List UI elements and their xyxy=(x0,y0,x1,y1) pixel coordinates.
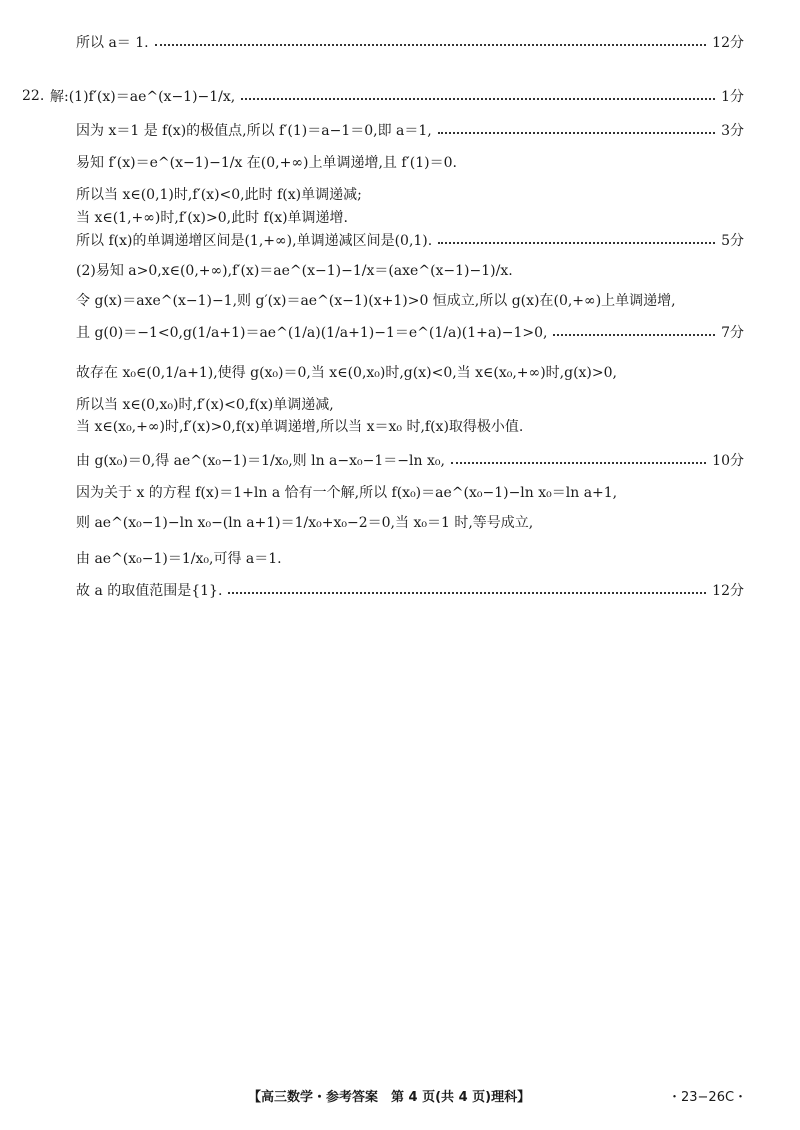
solution-line xyxy=(76,32,744,52)
line-text: 因为 x＝1 是 f(x)的极值点,所以 f′(1)＝a−1＝0,即 a＝1, xyxy=(76,123,432,139)
solution-line xyxy=(76,394,744,414)
solution-line xyxy=(76,290,744,310)
solution-line xyxy=(76,482,744,502)
solution-line xyxy=(76,322,744,342)
score-mark: 3分 xyxy=(721,123,744,139)
solution-line xyxy=(76,416,744,436)
line-text: 且 g(0)＝−1<0,g(1/a+1)＝ae^(1/a)(1/a+1)−1＝e^(1/a)(1+a)−1>0, xyxy=(76,325,548,341)
dot-leader xyxy=(155,44,707,46)
line-text: (2)易知 a>0,x∈(0,+∞),f′(x)＝ae^(x−1)−1/x＝(axe^(x−1)−1)/x. xyxy=(76,263,513,279)
score-mark: 10分 xyxy=(712,453,744,469)
dot-leader xyxy=(451,462,706,464)
solution-line xyxy=(76,450,744,470)
line-text: 解:(1)f′(x)＝ae^(x−1)−1/x, xyxy=(50,89,236,105)
dot-leader xyxy=(553,334,715,336)
solution-line xyxy=(76,260,744,280)
line-text: 故 a 的取值范围是{1}. xyxy=(76,583,223,599)
line-text: 令 g(x)＝axe^(x−1)−1,则 g′(x)＝ae^(x−1)(x+1)>0 恒成立,所以 g(x)在(0,+∞)上单调递增, xyxy=(76,293,676,309)
score-mark: 7分 xyxy=(721,325,744,341)
line-text: 所以 a＝ 1. xyxy=(76,35,149,51)
question-number: 22. xyxy=(22,88,45,104)
solution-line xyxy=(76,230,744,250)
line-text: 所以当 x∈(0,1)时,f′(x)<0,此时 f(x)单调递减; xyxy=(76,187,362,203)
footer-title: 【高三数学・参考答案 第 4 页(共 4 页)理科】 xyxy=(248,1090,531,1105)
solution-line xyxy=(76,580,744,600)
line-text: 所以当 x∈(0,x₀)时,f′(x)<0,f(x)单调递减, xyxy=(76,397,334,413)
score-mark: 1分 xyxy=(721,89,744,105)
score-mark: 5分 xyxy=(721,233,744,249)
line-text: 当 x∈(1,+∞)时,f′(x)>0,此时 f(x)单调递增. xyxy=(76,210,349,226)
solution-line xyxy=(76,120,744,140)
solution-line xyxy=(76,207,744,227)
dot-leader xyxy=(228,592,706,594)
dot-leader xyxy=(438,242,715,244)
line-text: 因为关于 x 的方程 f(x)＝1+ln a 恰有一个解,所以 f(x₀)＝ae^(x₀−1)−ln x₀＝ln a+1, xyxy=(76,485,618,501)
score-mark: 12分 xyxy=(712,35,744,51)
solution-line xyxy=(76,184,744,204)
solution-line xyxy=(76,548,744,568)
solution-line xyxy=(50,86,744,106)
dot-leader xyxy=(438,132,715,134)
line-text: 所以 f(x)的单调递增区间是(1,+∞),单调递减区间是(0,1). xyxy=(76,233,433,249)
solution-line xyxy=(76,362,744,382)
dot-leader xyxy=(241,98,715,100)
line-text: 由 ae^(x₀−1)＝1/x₀,可得 a＝1. xyxy=(76,551,282,567)
line-text: 则 ae^(x₀−1)−ln x₀−(ln a+1)＝1/x₀+x₀−2＝0,当 x₀＝1 时,等号成立, xyxy=(76,515,534,531)
line-text: 易知 f′(x)＝e^(x−1)−1/x 在(0,+∞)上单调递增,且 f′(1)＝0. xyxy=(76,155,457,171)
solution-line xyxy=(76,152,744,172)
line-text: 当 x∈(x₀,+∞)时,f′(x)>0,f(x)单调递增,所以当 x＝x₀ 时,f(x)取得极小值. xyxy=(76,419,524,435)
line-text: 由 g(x₀)＝0,得 ae^(x₀−1)＝1/x₀,则 ln a−x₀−1＝−ln x₀, xyxy=(76,453,445,469)
line-text: 故存在 x₀∈(0,1/a+1),使得 g(x₀)＝0,当 x∈(0,x₀)时,g(x)<0,当 x∈(x₀,+∞)时,g(x)>0, xyxy=(76,365,617,381)
footer-code: ・23−26C・ xyxy=(668,1090,748,1105)
solution-line xyxy=(76,512,744,532)
score-mark: 12分 xyxy=(712,583,744,599)
